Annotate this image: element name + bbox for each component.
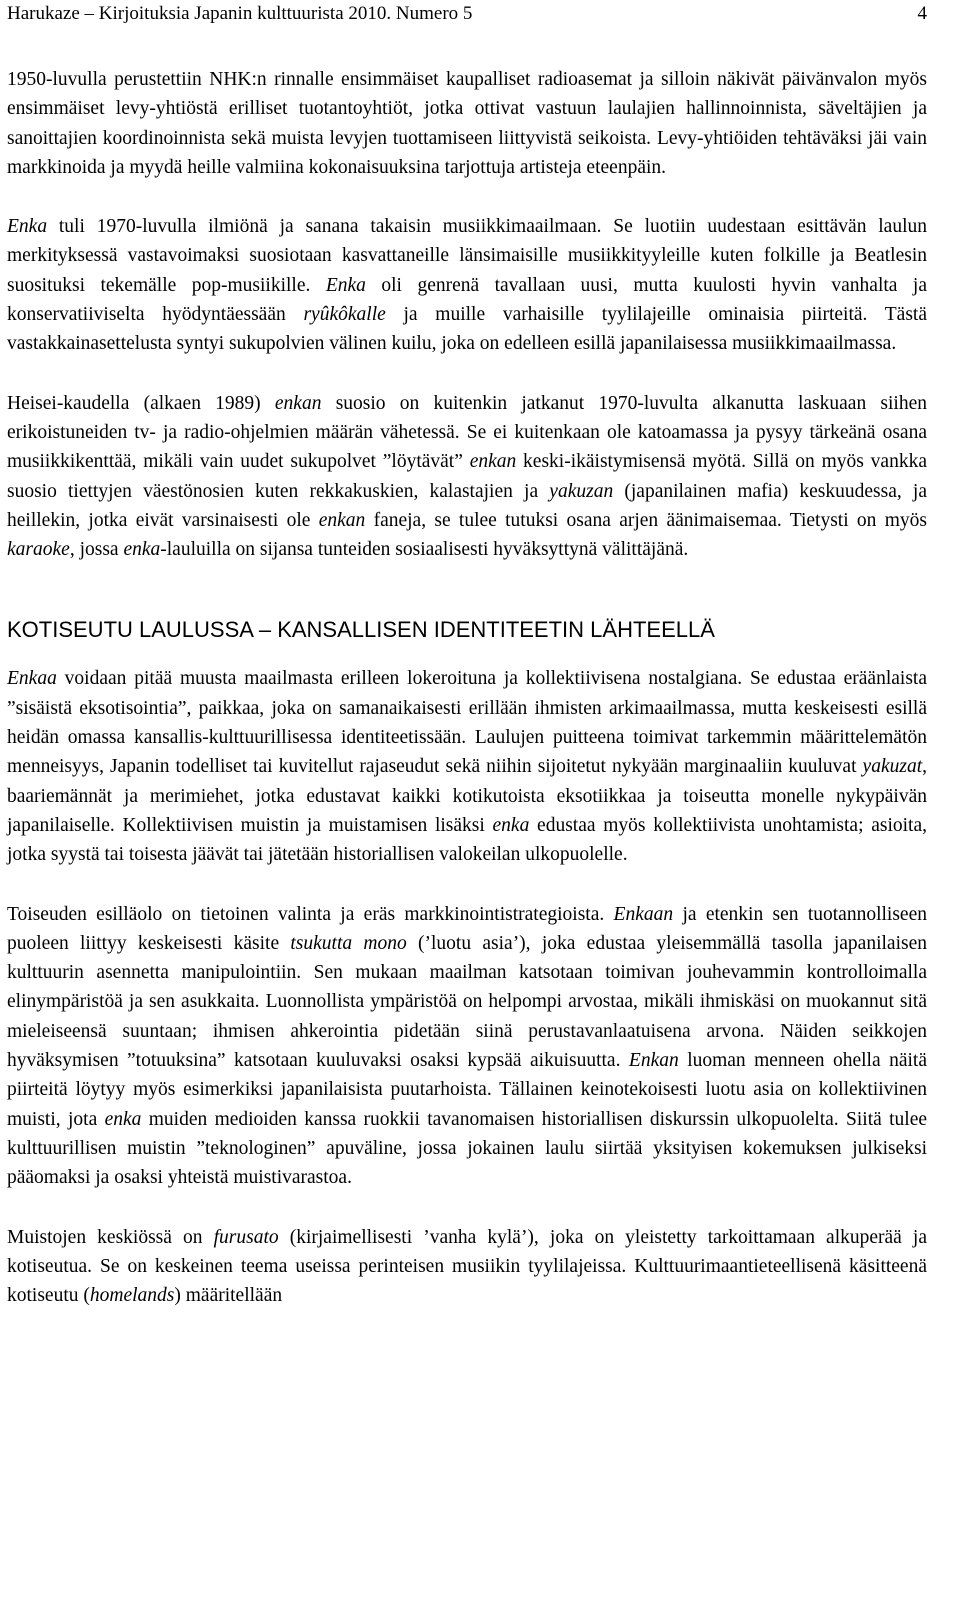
text-run: Toiseuden esilläolo on tietoinen valinta ja eräs markkinointistrategioista. bbox=[7, 903, 614, 925]
text-run: voidaan pitää muusta maailmasta erilleen lokeroituna ja kollektiivisena nostalgiana. Se edustaa eräänlaista ”sisäistä eksotisointia”, paikkaa, joka on samanaikaisesti erillään ihmisten arkimaailmassa, mutta keskeisesti esillä heidän omassa kansallis-kulttuurillisessa identiteetissään. Laulujen puitteena toimivat tarkemmin määrittelemätön menneisyys, Japanin todelliset tai kuvitellut rajaseudut sekä niihin sijoitetut nykyään marginaaliin kuuluvat bbox=[7, 668, 927, 778]
italic-term: ryûkôkalle bbox=[303, 304, 386, 326]
italic-term: homelands bbox=[89, 1285, 175, 1307]
italic-term: Enka bbox=[325, 274, 366, 296]
text-run: luoman menneen ohella näitä piirteitä löytyy myös esimerkiksi japanilaisista puutarhoista. Tällainen keinotekoisesti luotu asia on kollektiivinen muisti, jota bbox=[7, 1050, 927, 1130]
text-run: , jossa bbox=[69, 539, 124, 561]
text-run: ja muille varhaisille tyylilajeille ominaisia piirteitä. Tästä vastakkainasettelusta syntyi sukupolvien välinen kuilu, joka on edelleen esillä japanilaisessa musiikkimaailmassa. bbox=[7, 304, 927, 355]
italic-term: enka bbox=[123, 539, 161, 561]
text-run: , baariemännät ja merimiehet, jotka edustavat kaikki kotikutoista eksotiikkaa ja toiseutta monelle nykypäivän japanilaiselle. Kollektiivisen muistin ja muistamisen lisäksi bbox=[7, 756, 927, 836]
text-run: Muistojen keskiössä on bbox=[7, 1226, 214, 1248]
text-run: tuli 1970-luvulla ilmiönä ja sanana takaisin musiikkimaailmaan. Se luotiin uudestaan esittävän laulun merkityksessä vastavoimaksi suosiotaan kasvattaneille länsimaisille musiikkityyleille kuten folkille ja Beatlesin suosituksi tekemälle pop-musiikille. bbox=[7, 216, 927, 296]
italic-term: tsukutta mono bbox=[290, 932, 407, 954]
paragraph-1 bbox=[7, 65, 927, 182]
text-run: muiden medioiden kanssa ruokkii tavanomaisen historiallisen diskurssin ulkopuolelta. Siitä tulee kulttuurillisen muistin ”teknologinen” apuväline, jossa jokainen laulu siirtää yksityisen kokemuksen julkiseksi pääomaksi ja osaksi yhteistä muistivarastoa. bbox=[7, 1108, 928, 1189]
italic-term: Enka bbox=[7, 216, 48, 238]
italic-term: Enkaan bbox=[613, 903, 674, 925]
italic-term: yakuzat bbox=[862, 756, 923, 778]
italic-term: enkan bbox=[274, 392, 322, 414]
italic-term: karaoke bbox=[7, 539, 70, 561]
text-run: 1950-luvulla perustettiin NHK:n rinnalle ensimmäiset kaupalliset radioasemat ja silloin näkivät päivänvalon myös ensimmäiset levy-yhtiöstä erilliset tuotantoyhtiöt, jotka ottivat vastuun laulajien hallinnoinnista, säveltäjien ja sanoittajien koordinoinnista sekä muista levyjen tuottamiseen liittyvistä seikoista. Levy-yhtiöiden tehtäväksi jäi vain markkinoida ja myydä heille valmiina kokonaisuuksina tarjottuja artisteja eteenpäin. bbox=[7, 69, 927, 178]
paragraph-6 bbox=[7, 1223, 927, 1311]
italic-term: Enkan bbox=[628, 1050, 679, 1072]
header-title: Harukaze – Kirjoituksia Japanin kulttuurista 2010. Numero 5 bbox=[7, 3, 473, 24]
italic-term: furusato bbox=[213, 1226, 279, 1248]
text-run: edustaa myös kollektiivista unohtamista; asioita, jotka syystä tai toisesta jäävät tai jätetään historiallisen valokeilan ulkopuolelle. bbox=[7, 814, 927, 866]
paragraph-3 bbox=[7, 389, 927, 565]
italic-term: enkan bbox=[318, 509, 366, 531]
italic-term: Enkaa bbox=[7, 668, 57, 690]
text-run: suosio on kuitenkin jatkanut 1970-luvulta alkanutta laskuaan siihen erikoistuneiden tv- ja radio-ohjelmien määrän vähetessä. Se ei kuitenkaan ole katoamassa ja pysyy tärkeänä osana musiikkikenttää, mikäli vain uudet sukupolvet ”löytävät” bbox=[7, 392, 927, 473]
text-run: (kirjaimellisesti ’vanha kylä’), joka on yleistetty tarkoittamaan alkuperää ja kotiseutua. Se on keskeinen teema useissa perinteisen musiikin tyylilajeissa. Kulttuurimaantieteellisenä käsitteenä kotiseutu ( bbox=[7, 1226, 927, 1307]
section-heading: KOTISEUTU LAULUSSA – KANSALLISEN IDENTITEETIN LÄHTEELLÄ bbox=[7, 617, 715, 643]
page-number: 4 bbox=[917, 3, 927, 24]
text-run: Heisei-kaudella (alkaen 1989) bbox=[7, 392, 275, 414]
text-run: ) määritellään bbox=[174, 1285, 283, 1307]
text-run: ja etenkin sen tuotannolliseen puoleen liittyy keskeisesti käsite bbox=[7, 903, 927, 954]
document-page bbox=[7, 0, 927, 1310]
italic-term: yakuzan bbox=[549, 480, 614, 502]
text-run: -lauluilla on sijansa tunteiden sosiaalisesti hyväksyttynä välittäjänä. bbox=[160, 539, 689, 561]
paragraph-5 bbox=[7, 900, 927, 1193]
text-run: (japanilainen mafia) keskuudessa, ja heillekin, jotka eivät varsinaisesti ole bbox=[7, 480, 927, 531]
text-run: keski-ikäistymisensä myötä. Sillä on myös vankka suosio tiettyjen väestönosien kuten rekkakuskien, kalastajien ja bbox=[7, 451, 927, 502]
text-run: faneja, se tulee tutuksi osana arjen äänimaisemaa. Tietysti on myös bbox=[365, 509, 927, 531]
text-run: (’luotu asia’), joka edustaa yleisemmällä tasolla japanilaisen kulttuurin asennetta manipulointiin. Sen mukaan maailman katsotaan toimivan jouhevammin kontrolloimalla elinympäristöä ja sen asukkaita. Luonnollista ympäristöä on helpompi arvostaa, mikäli ihmiskäsi on muokannut sitä mieleiseensä suuntaan; ihmisen ahkerointia pidetään siinä perustavanlaatuisena arvona. Näiden seikkojen hyväksymisen ”totuuksina” katsotaan kuuluvaksi osaksi kypsää aikuisuutta. bbox=[7, 932, 927, 1072]
italic-term: enkan bbox=[469, 451, 517, 473]
running-header bbox=[7, 0, 927, 26]
text-run: oli genrenä tavallaan uusi, mutta kuulosti hyvin vanhalta ja konservatiiviselta hyödyntäessään bbox=[7, 274, 927, 326]
paragraph-4 bbox=[7, 664, 927, 869]
italic-term: enka bbox=[104, 1108, 142, 1130]
italic-term: enka bbox=[492, 814, 530, 836]
paragraph-2 bbox=[7, 212, 927, 358]
